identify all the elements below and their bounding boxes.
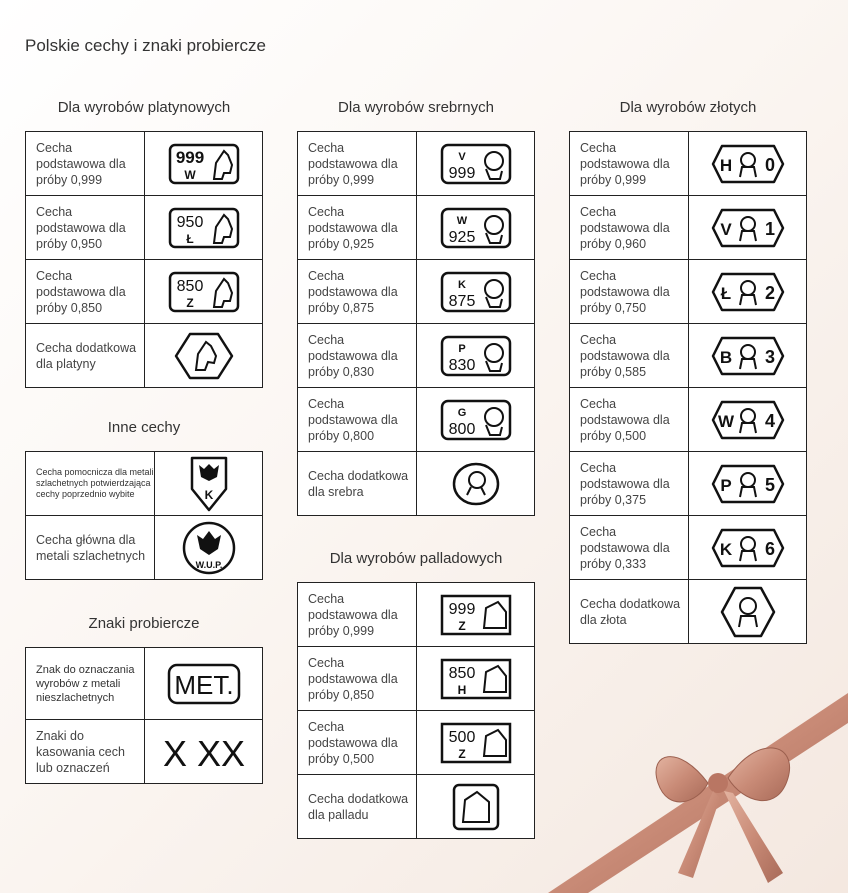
table-row [298, 260, 535, 324]
palladium-500-hallmark-icon [440, 722, 512, 764]
mark-label: Cecha podstawowa dla próby 0,999 [570, 132, 689, 196]
palladium-dog-head-icon [451, 782, 501, 832]
other-marks-table [25, 451, 263, 580]
silver-925-hallmark-icon [440, 207, 512, 249]
mark-label: Cecha podstawowa dla próby 0,800 [298, 388, 417, 452]
svg-text:Z: Z [457, 618, 466, 633]
svg-text:H: H [719, 155, 732, 175]
mark-symbol [417, 132, 535, 196]
mark-label: Cecha pomocnicza dla metali szlachetnych potwierdzająca cechy poprzednio wybite [26, 452, 155, 516]
mark-symbol [145, 260, 263, 324]
gold-table [569, 131, 807, 644]
table-row [298, 324, 535, 388]
silver-830-hallmark-icon [440, 335, 512, 377]
mark-label: Cecha podstawowa dla próby 0,925 [298, 196, 417, 260]
table-row [298, 388, 535, 452]
table-row [570, 260, 807, 324]
silver-875-hallmark-icon [440, 271, 512, 313]
mark-label: Cecha podstawowa dla próby 0,500 [570, 388, 689, 452]
mark-symbol [689, 580, 807, 644]
svg-text:H: H [457, 682, 466, 697]
svg-text:K: K [457, 278, 466, 291]
table-row [298, 647, 535, 711]
mark-symbol [417, 260, 535, 324]
mark-label: Cecha podstawowa dla próby 0,750 [570, 260, 689, 324]
gold-585-hallmark-icon [710, 335, 786, 377]
mark-label: Cecha podstawowa dla próby 0,999 [298, 583, 417, 647]
mark-symbol [417, 775, 535, 839]
svg-text:6: 6 [764, 538, 775, 559]
table-row [298, 583, 535, 647]
svg-text:W: W [717, 411, 734, 431]
svg-text:925: 925 [448, 228, 475, 246]
svg-text:500: 500 [448, 728, 475, 746]
gold-warrior-head-hexagon-icon [719, 585, 777, 639]
mark-symbol [689, 132, 807, 196]
gold-333-hallmark-icon [710, 527, 786, 569]
mark-label: Cecha podstawowa dla próby 0,850 [298, 647, 417, 711]
decorative-ribbon-image [528, 673, 848, 893]
svg-text:875: 875 [448, 292, 475, 310]
svg-text:G: G [457, 406, 466, 419]
mark-label: Cecha podstawowa dla próby 0,830 [298, 324, 417, 388]
gold-375-hallmark-icon [710, 463, 786, 505]
table-row [298, 711, 535, 775]
mark-symbol [417, 452, 535, 516]
mark-symbol [689, 452, 807, 516]
table-row [26, 720, 263, 784]
silver-800-hallmark-icon [440, 399, 512, 441]
mark-symbol [417, 196, 535, 260]
mark-symbol [145, 324, 263, 388]
mark-label: Cecha dodatkowa dla srebra [298, 452, 417, 516]
mark-label: Cecha podstawowa dla próby 0,950 [26, 196, 145, 260]
svg-text:K: K [204, 487, 213, 502]
gold-999-hallmark-icon [710, 143, 786, 185]
gold-500-hallmark-icon [710, 399, 786, 441]
mark-label: Cecha podstawowa dla próby 0,999 [298, 132, 417, 196]
mark-symbol [417, 324, 535, 388]
mark-label: Cecha podstawowa dla próby 0,850 [26, 260, 145, 324]
mark-symbol [145, 648, 263, 720]
mark-label: Cecha dodatkowa dla platyny [26, 324, 145, 388]
table-row [26, 196, 263, 260]
gold-960-hallmark-icon [710, 207, 786, 249]
table-row [298, 452, 535, 516]
mark-label: Cecha podstawowa dla próby 0,875 [298, 260, 417, 324]
mark-symbol [145, 132, 263, 196]
svg-text:950: 950 [176, 213, 203, 231]
table-row [298, 196, 535, 260]
palladium-table [297, 582, 535, 839]
silver-title: Dla wyrobów srebrnych [338, 99, 494, 116]
mark-label: Cecha podstawowa dla próby 0,999 [26, 132, 145, 196]
svg-text:999: 999 [448, 164, 475, 182]
table-row [570, 580, 807, 644]
svg-text:V: V [719, 219, 732, 239]
svg-text:Z: Z [457, 746, 466, 761]
mark-label: Cecha podstawowa dla próby 0,375 [570, 452, 689, 516]
svg-text:V: V [457, 150, 466, 163]
svg-text:4: 4 [764, 410, 775, 431]
svg-text:Z: Z [185, 295, 194, 310]
platinum-950-hallmark-icon [168, 207, 240, 249]
table-row [26, 324, 263, 388]
mark-symbol [689, 196, 807, 260]
svg-text:3: 3 [764, 346, 775, 367]
silver-table [297, 131, 535, 516]
svg-text:850: 850 [176, 277, 203, 295]
page-title: Polskie cechy i znaki probiercze [25, 36, 266, 55]
table-row [26, 260, 263, 324]
table-row [26, 132, 263, 196]
mark-symbol [155, 516, 263, 580]
mark-symbol [417, 711, 535, 775]
table-row [570, 132, 807, 196]
svg-text:W: W [183, 167, 196, 182]
mark-symbol [145, 720, 263, 784]
assay-marks-table [25, 647, 263, 784]
palladium-999-hallmark-icon [440, 594, 512, 636]
met-stamp-icon [166, 662, 242, 706]
mark-label: Cecha dodatkowa dla złota [570, 580, 689, 644]
svg-text:P: P [457, 342, 466, 355]
other-marks-title: Inne cechy [107, 419, 181, 436]
mark-symbol [145, 196, 263, 260]
svg-text:0: 0 [764, 154, 775, 175]
table-row [570, 196, 807, 260]
table-row [26, 648, 263, 720]
mark-label: Cecha podstawowa dla próby 0,585 [570, 324, 689, 388]
platinum-title: Dla wyrobów platynowych [57, 99, 231, 116]
table-row [298, 775, 535, 839]
mark-symbol [689, 260, 807, 324]
cancel-cross-icon [154, 730, 254, 774]
svg-text:P: P [719, 475, 732, 495]
mark-symbol [689, 324, 807, 388]
gold-750-hallmark-icon [710, 271, 786, 313]
mark-symbol [689, 516, 807, 580]
table-row [570, 516, 807, 580]
svg-text:K: K [719, 539, 732, 559]
mark-symbol [417, 388, 535, 452]
silver-head-oval-icon [451, 461, 501, 507]
palladium-850-hallmark-icon [440, 658, 512, 700]
svg-text:999: 999 [448, 600, 475, 618]
platinum-horse-head-icon [174, 330, 234, 382]
svg-text:MET.: MET. [173, 669, 234, 700]
svg-text:800: 800 [448, 420, 475, 438]
mark-label: Cecha podstawowa dla próby 0,333 [570, 516, 689, 580]
gold-title: Dla wyrobów złotych [619, 99, 757, 116]
table-row [570, 388, 807, 452]
wup-eagle-stamp-icon [180, 521, 238, 575]
table-row [570, 324, 807, 388]
mark-label: Cecha podstawowa dla próby 0,500 [298, 711, 417, 775]
svg-text:850: 850 [448, 664, 475, 682]
palladium-title: Dla wyrobów palladowych [329, 550, 503, 567]
svg-text:1: 1 [764, 218, 775, 239]
assay-marks-title: Znaki probiercze [88, 615, 200, 632]
svg-text:W.U.P.: W.U.P. [195, 559, 222, 570]
silver-999-hallmark-icon [440, 143, 512, 185]
mark-symbol [689, 388, 807, 452]
svg-text:830: 830 [448, 356, 475, 374]
table-row [570, 452, 807, 516]
table-row [298, 132, 535, 196]
svg-text:Ł: Ł [720, 283, 731, 303]
shield-eagle-icon [189, 455, 229, 513]
svg-text:2: 2 [764, 282, 775, 303]
svg-text:W: W [456, 214, 467, 227]
mark-label: Cecha podstawowa dla próby 0,960 [570, 196, 689, 260]
platinum-999-hallmark-icon [168, 143, 240, 185]
svg-text:5: 5 [764, 474, 775, 495]
mark-symbol [417, 647, 535, 711]
mark-symbol [155, 452, 263, 516]
svg-text:B: B [719, 347, 732, 367]
mark-label: Cecha główna dla metali szlachetnych [26, 516, 155, 580]
mark-label: Znak do oznaczania wyrobów z metali nieszlachetnych [26, 648, 145, 720]
table-row [26, 452, 263, 516]
svg-text:999: 999 [175, 147, 204, 167]
mark-symbol [417, 583, 535, 647]
svg-text:X XX: X XX [162, 732, 245, 774]
platinum-850-hallmark-icon [168, 271, 240, 313]
table-row [26, 516, 263, 580]
svg-text:Ł: Ł [185, 231, 194, 246]
platinum-table [25, 131, 263, 388]
mark-label: Cecha dodatkowa dla palladu [298, 775, 417, 839]
mark-label: Znaki do kasowania cech lub oznaczeń [26, 720, 145, 784]
